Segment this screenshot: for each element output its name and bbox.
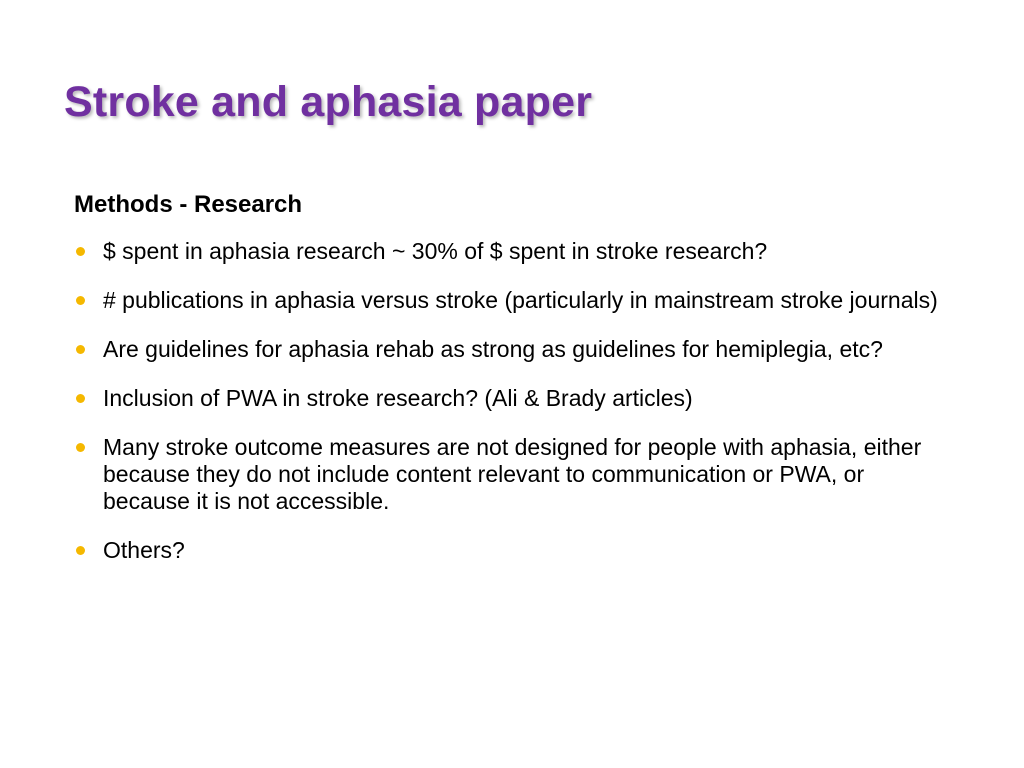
slide-content [74,190,954,586]
section-heading: Methods - Research [74,191,303,218]
bullet-item [74,287,954,314]
bullet-dot-icon [76,546,85,555]
bullet-dot-icon [76,296,85,305]
bullet-dot-icon [76,394,85,403]
bullet-item [74,537,954,564]
bullet-text: Others? [103,537,185,563]
slide-title: Stroke and aphasia paper [64,78,593,126]
bullet-item [74,434,954,515]
bullet-item [74,385,954,412]
bullet-text: Inclusion of PWA in stroke research? (Ali & Brady articles) [103,385,693,411]
bullet-dot-icon [76,247,85,256]
bullet-text: $ spent in aphasia research ~ 30% of $ spent in stroke research? [103,238,768,264]
bullet-text: # publications in aphasia versus stroke (particularly in mainstream stroke journals) [103,287,938,313]
bullet-text: Many stroke outcome measures are not designed for people with aphasia, either because they do not include content relevant to communication or PWA, or because it is not accessible. [103,434,922,514]
bullet-item [74,238,954,265]
bullet-text: Are guidelines for aphasia rehab as strong as guidelines for hemiplegia, etc? [103,336,883,362]
bullet-dot-icon [76,345,85,354]
bullet-list [74,238,954,564]
bullet-item [74,336,954,363]
bullet-dot-icon [76,443,85,452]
